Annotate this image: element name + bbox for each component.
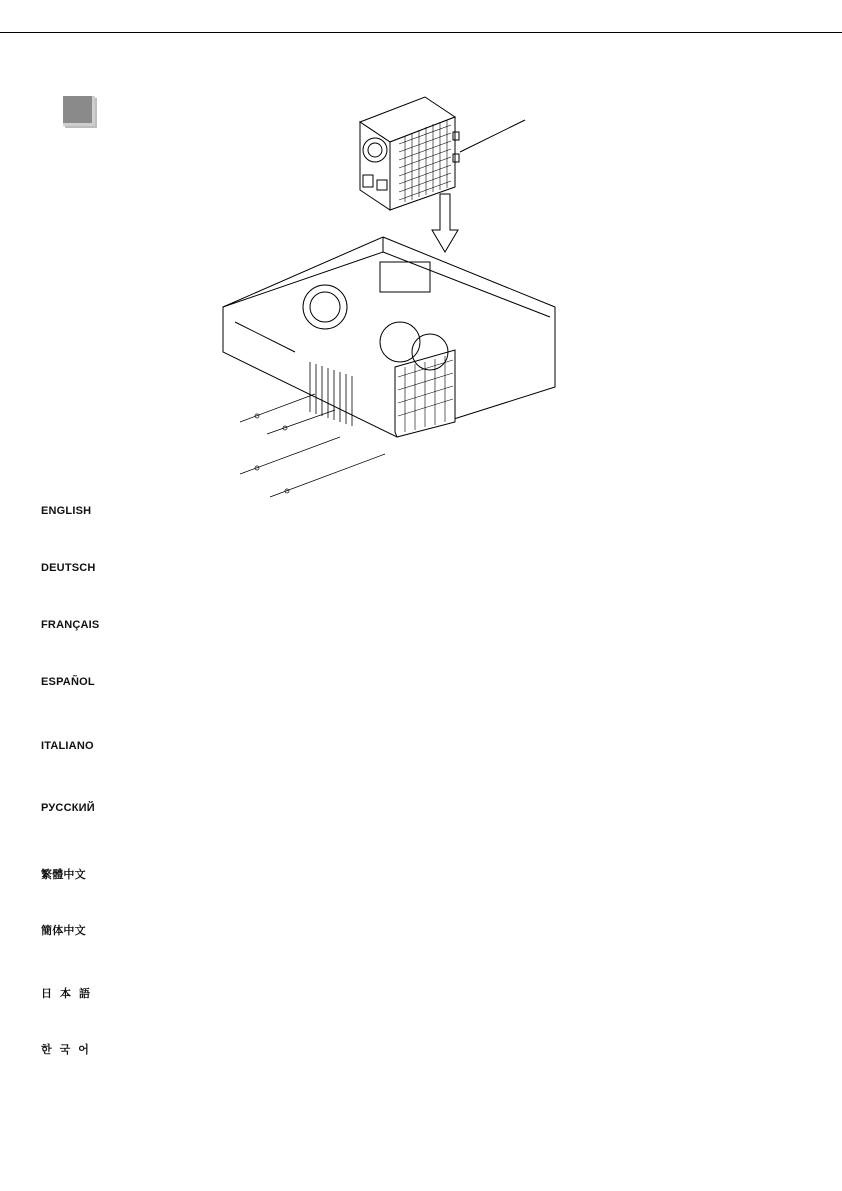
language-label-italiano: ITALIANO [41,740,94,752]
power-supply-unit [360,97,525,210]
chassis [223,237,555,437]
down-arrow-icon [432,194,458,252]
language-label-espanol: ESPAÑOL [41,676,95,688]
language-label-simp-chinese: 簡体中文 [41,925,86,937]
step-badge [63,96,95,126]
language-label-deutsch: DEUTSCH [41,562,96,574]
language-label-trad-chinese: 繁體中文 [41,869,86,881]
language-label-japanese: 日本語 [41,988,98,1000]
language-label-english: ENGLISH [41,505,92,517]
language-label-korean: 한국어 [41,1044,97,1056]
psu-installation-illustration [215,92,565,502]
language-label-francais: FRANÇAIS [41,619,100,631]
top-rule [0,32,842,33]
language-label-russian: РУССКИЙ [41,802,95,814]
